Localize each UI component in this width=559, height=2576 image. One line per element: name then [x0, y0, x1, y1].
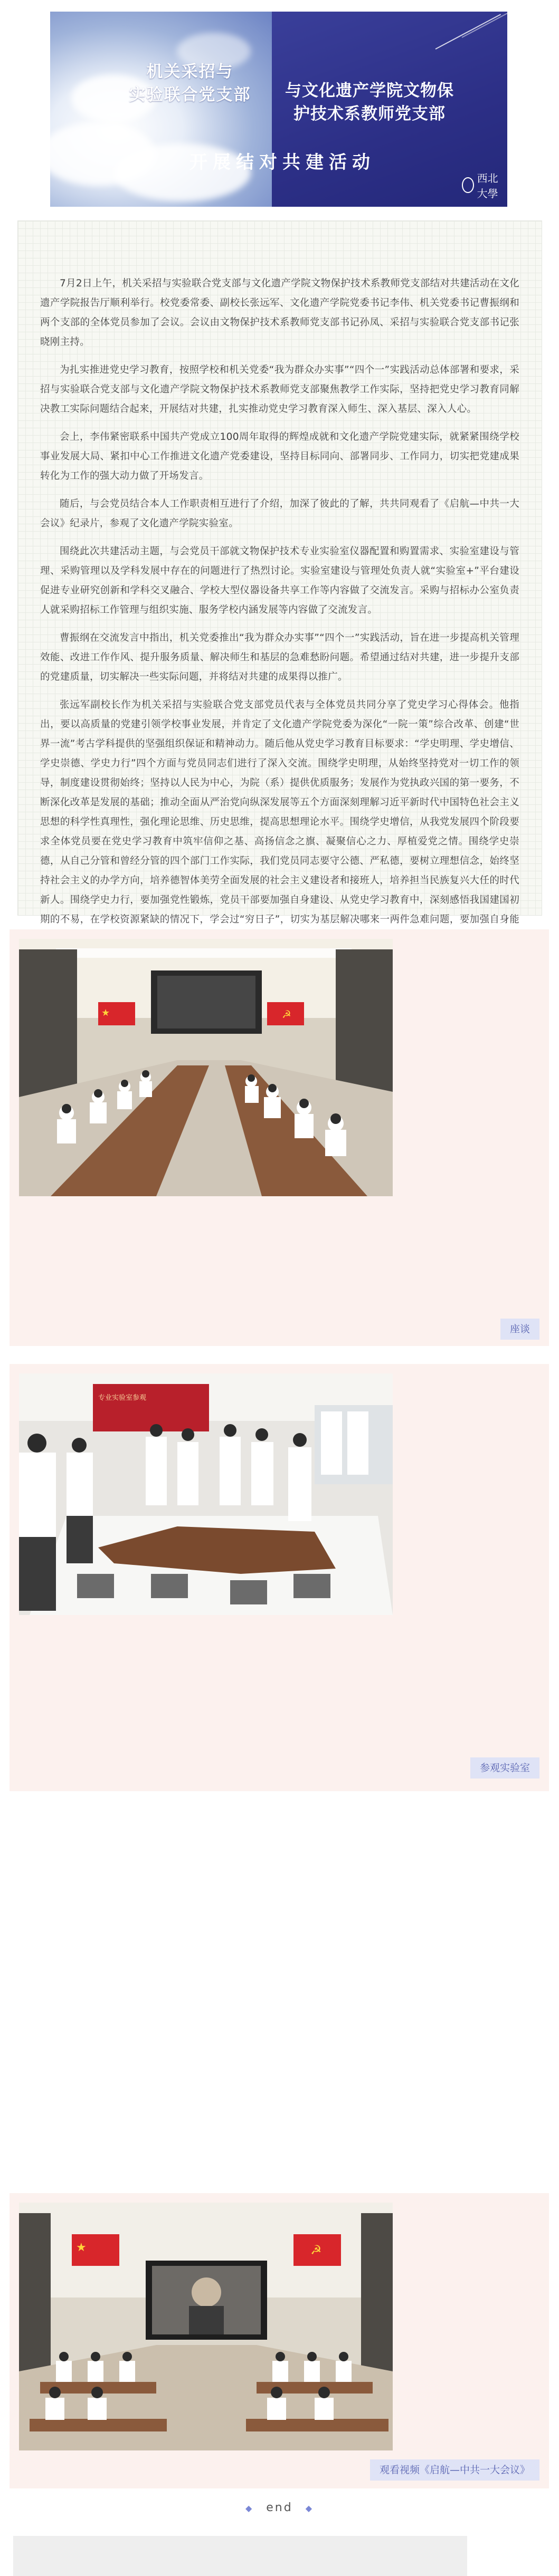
svg-text:☭: ☭ [310, 2243, 322, 2257]
photo-card-video [10, 2193, 549, 2488]
article-card [17, 220, 542, 925]
header-banner [50, 12, 507, 207]
meeting-photo[interactable] [19, 939, 393, 1196]
end-label: end [266, 2501, 293, 2514]
article-paragraph: 7月2日上午，机关采招与实验联合党支部与文化遗产学院文物保护技术系教师党支部结对共建活动在文化遗产学院报告厅顺利举行。校党委常委、副校长张远军、文化遗产学院党委书记李伟、机关党委书记曹振纲和两个支部的全体党员参加了会议。会议由文物保护技术系教师党支部书记孙凤、采招与实验联合党支部书记张晓刚主持。 [40, 278, 519, 348]
lab-visit-photo[interactable] [19, 1373, 393, 1615]
svg-text:★: ★ [101, 1007, 110, 1018]
banner-subtitle: 开展结对共建活动 [190, 152, 375, 173]
article-paragraph: 张远军副校长作为机关采招与实验联合党支部党员代表与全体党员共同分享了党史学习心得体会。他指出，要以高质量的党建引领学校事业发展，并肯定了文化遗产学院党委为深化“一院一策”综合改革、创建“世界一流”考古学科提供的坚强组织保证和精神动力。随后他从党史学习教育目标要求：“学史明理、学史增信、学史崇德、学史力行”四个方面与党员同志们进行了深入交流。围绕学史明理，从始终坚持党对一切工作的领导，制度建设贯彻始终；坚持以人民为中心，为院（系）提供优质服务；发展作为党执政兴国的第一要务，不断深化改革是发展的基础；推动全面从严治党向纵深发展等五个方面深刻理解习近平新时代中国特色社会主义思想的科学性真理性，强化理论思维、历史思维，提高思想理论水平。围绕学史增信，从我党发展四个阶段要求全体党员要在党史学习教育中筑牢信仰之基、高扬信念之旗、凝聚信心之力、厚植爱党之情。围绕学史崇德，从自己分管和曾经分管的四个部门工作实际，我们党员同志要守公德、严私德，要树立理想信念，始终坚持社会主义的办学方向，培养德智体美劳全面发展的社会主义建设者和接班人，培养担当民族复兴大任的时代新人。围绕学史力行，要加强党性锻炼，党员干部要加强自身建设、从党史学习教育中，深刻感悟我国建国初期的不易，在学校资源紧缺的情况下，学会过“穷日子”，切实为基层解决哪来一两件急难问题，要加强自身能 [40, 699, 519, 925]
diamond-icon: ◆ [245, 2503, 254, 2513]
diamond-icon: ◆ [305, 2503, 314, 2513]
svg-text:☭: ☭ [282, 1008, 291, 1021]
article-paragraph: 围绕此次共建活动主题，与会党员干部就文物保护技术专业实验室仪器配置和购置需求、实验室建设与管理、采购管理以及学科发展中存在的问题进行了热烈讨论。实验室建设与管理处负责人就“实验室+”平台建设促进专业研究创新和学科交叉融合、学校大型仪器设备共享工作等内容做了交流发言。采购与招标办公室负责人就采购招标工作管理与组织实施、服务学校内涵发展等内容做了交流发言。 [40, 546, 519, 616]
article-body [40, 274, 519, 957]
svg-text:★: ★ [76, 2241, 87, 2254]
article-paragraph: 随后，与会党员结合本人工作职责相互进行了介绍，加深了彼此的了解，共共同观看了《启航—中共一大会议》纪录片，参观了文化遗产学院实验室。 [40, 498, 519, 529]
photo-caption: 参观实验室 [470, 1757, 539, 1779]
university-logo-text: 西北大學 [477, 172, 498, 200]
sky-background [50, 12, 272, 207]
footer-placeholder [13, 2536, 467, 2576]
photo-caption: 观看视频《启航—中共一大会议》 [370, 2459, 539, 2481]
banner-title-left: 机关采招与 实验联合党支部 [129, 62, 251, 104]
video-screening-photo[interactable] [19, 2203, 393, 2450]
article-paragraph: 为扎实推进党史学习教育，按照学校和机关党委“我为群众办实事”“四个一”实践活动总体部署和要求，采招与实验联合党支部与文化遗产学院文物保护技术系教师党支部聚焦教学工作实际，坚持把党史学习教育同解决教工实际问题结合起来，开展结对共建，扎实推动党史学习教育深入师生、深入基层、深入人心。 [40, 364, 519, 415]
article-paragraph: 会上，李伟紧密联系中国共产党成立100周年取得的辉煌成就和文化遗产学院党建实际，就紧紧围绕学校事业发展大局、紧扣中心工作推进文化遗产党委建设，坚持目标同向、部署同步、工作同力，切实把党建成果转化为工作的强大动力做了开场发言。 [40, 431, 519, 482]
end-marker [0, 2501, 559, 2514]
university-logo [462, 170, 507, 200]
photo-card-meeting [10, 929, 549, 1346]
university-seal-icon [462, 177, 474, 193]
article-paragraph: 曹振纲在交流发言中指出，机关党委推出“我为群众办实事”“四个一”实践活动，旨在进一步提高机关管理效能、改进工作作风、提升服务质量、解决师生和基层的急难愁盼问题。希望通过结对共建，进一步提升支部的党建质量，切实解决一些实际问题，并将结对共建的成果得以推广。 [40, 632, 519, 683]
photo-caption: 座谈 [500, 1319, 539, 1340]
photo-card-lab-visit [10, 1364, 549, 1791]
banner-title-right: 与文化遗产学院文物保 护技术系教师党支部 [285, 81, 454, 123]
lab-banner-text: 专业实验室参观 [98, 1394, 147, 1402]
